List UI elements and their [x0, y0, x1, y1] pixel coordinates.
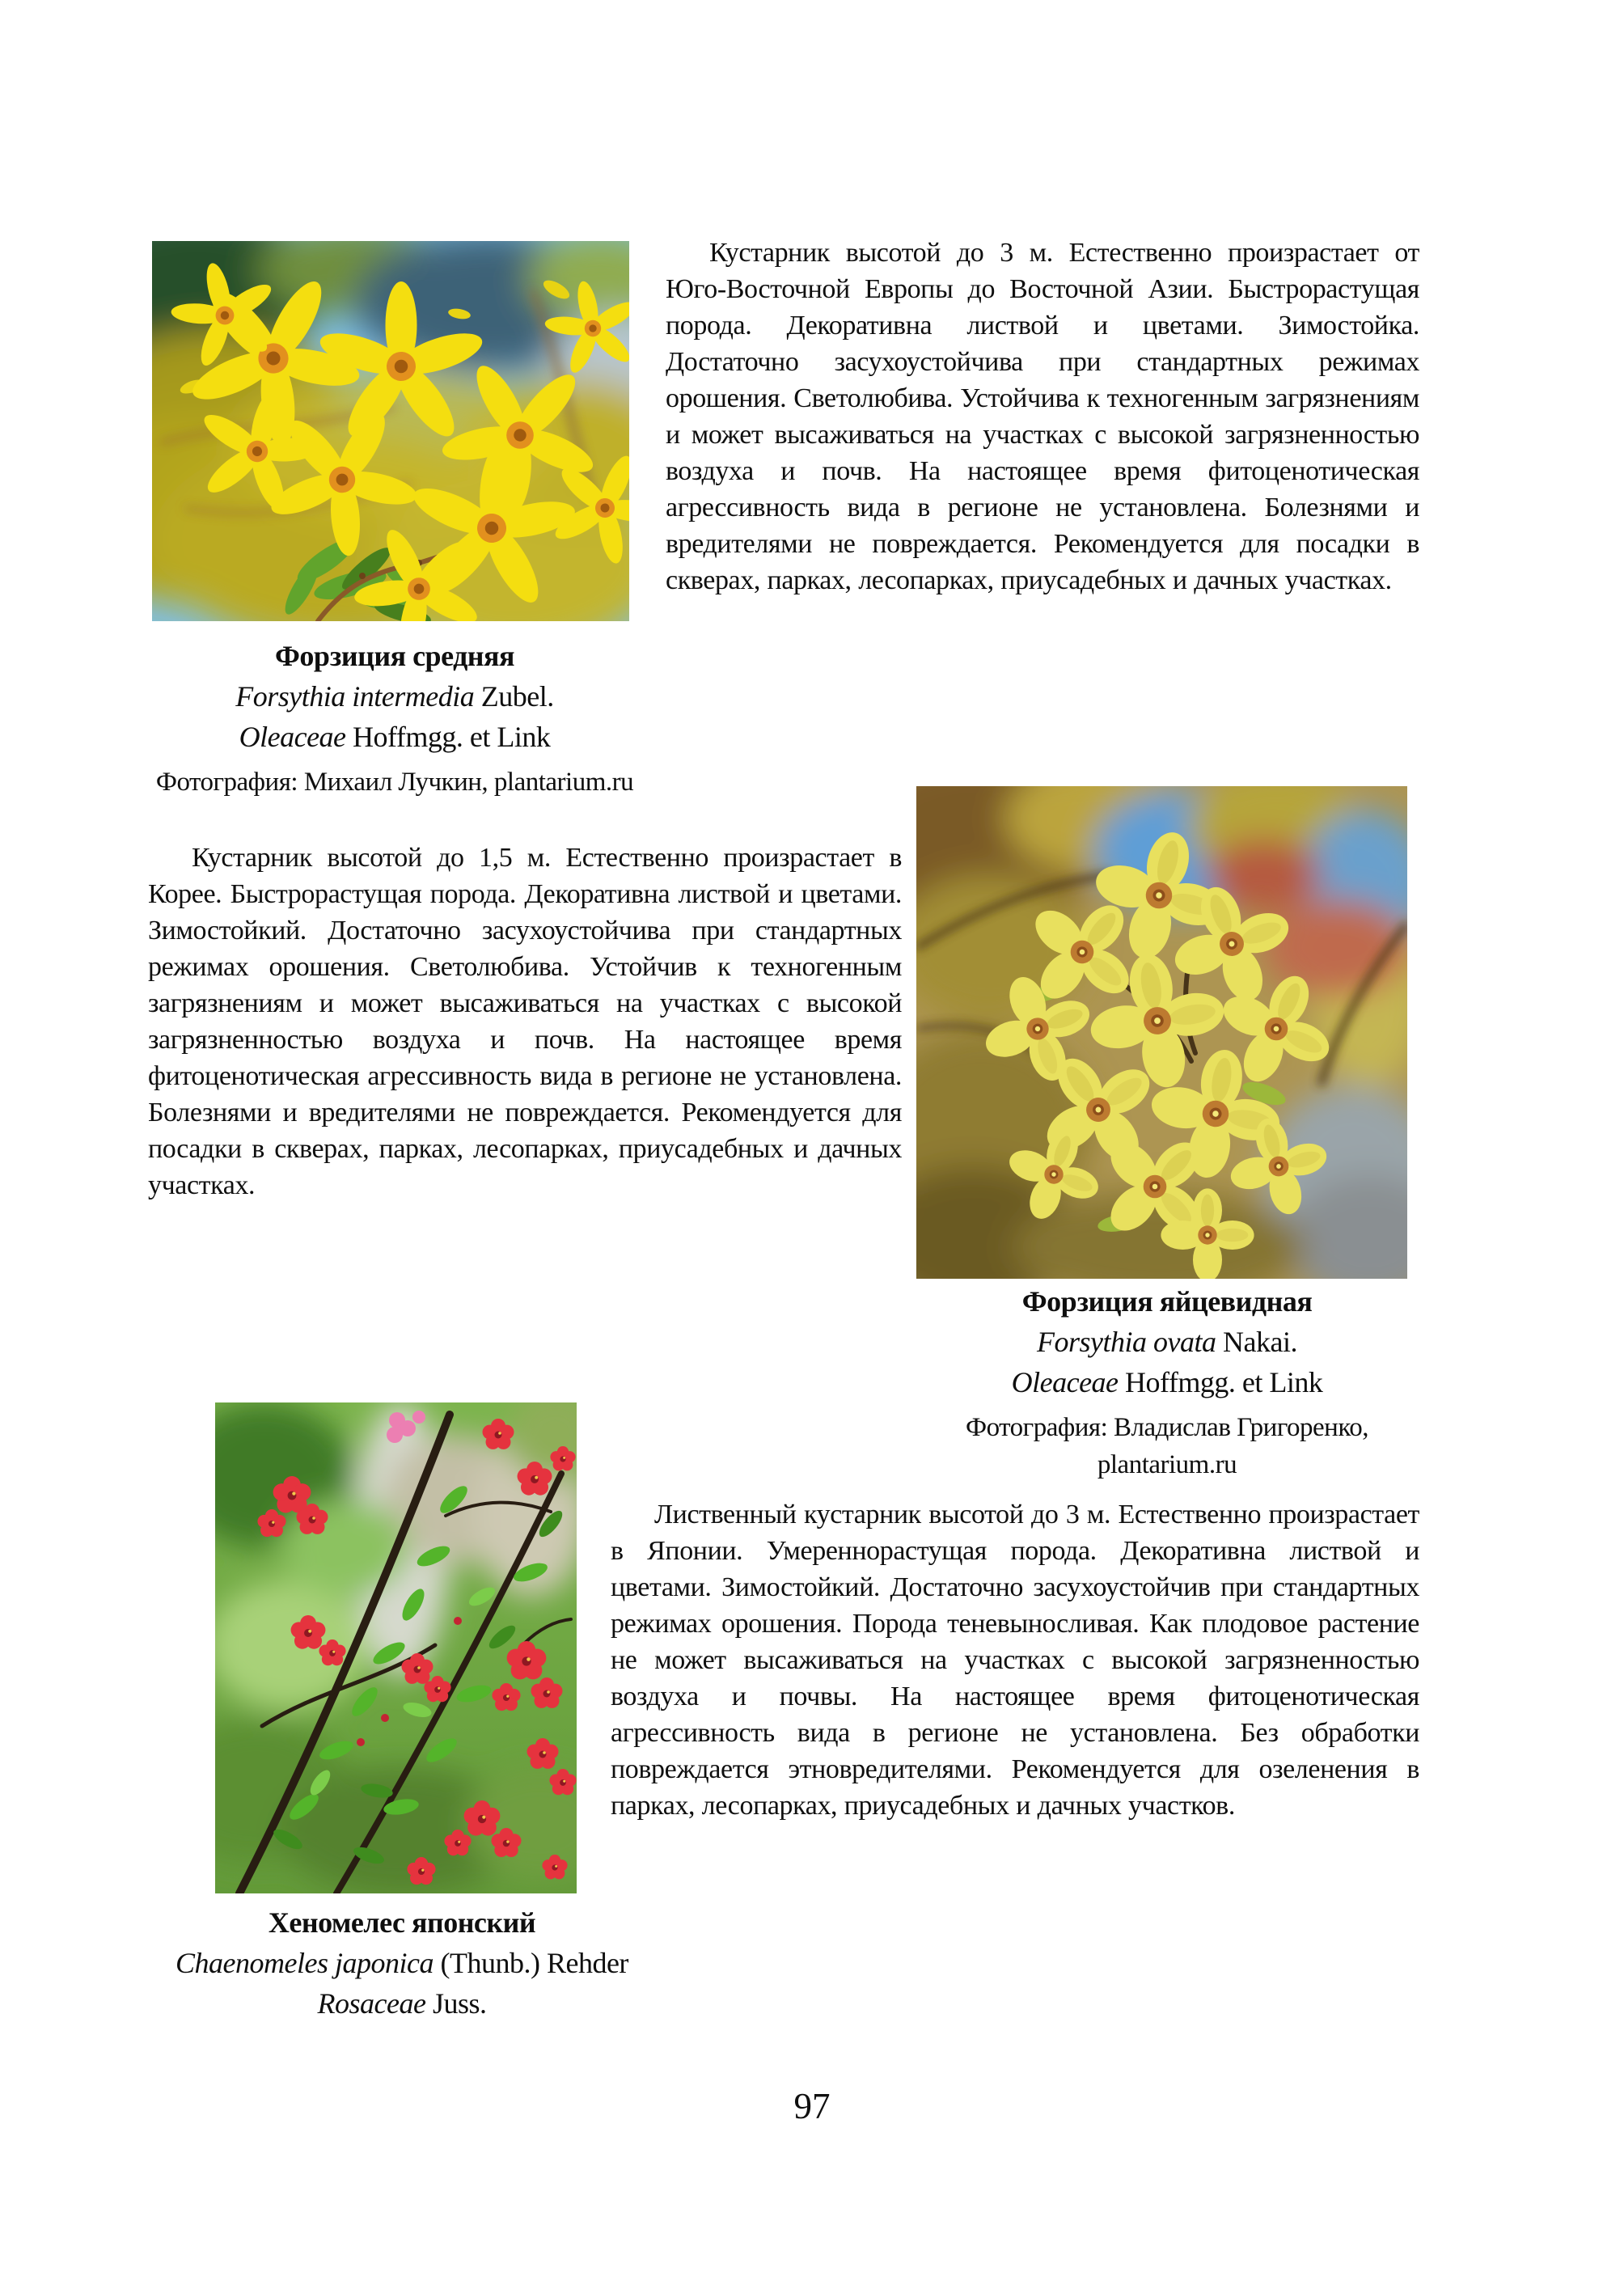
caption-family-line	[135, 1983, 669, 2024]
species-latin: Forsythia intermedia	[235, 680, 475, 713]
caption-photo-credit: Фотография: Михаил Лучкин, plantarium.ru	[155, 768, 634, 797]
species-author: Nakai.	[1223, 1326, 1297, 1358]
family-author: Hoffmgg. et Link	[353, 721, 551, 753]
species-description-forsythia-intermedia: Кустарник высотой до 3 м. Естественно произрастает от Юго-Восточной Европы до Восточной Азии. Быстрорастущая порода. Декоративна листвой и цветами. Зимостойка. Достаточно засухоустойчива при стандартных режимах орошения. Светолюбива. Устойчива к техногенным загрязнениям и может высаживаться на участках с высокой загрязненностью воздуха и почв. На настоящее время фитоценотическая агрессивность вида в регионе не установлена. Болезнями и вредителями не повреждается. Рекомендуется для посадки в скверах, парках, лесопарках, приусадебных и дачных участках.	[666, 238, 1419, 595]
family-latin: Oleaceae	[239, 721, 346, 753]
species-latin: Chaenomeles japonica	[176, 1947, 433, 1979]
species-author: Zubel.	[480, 680, 554, 713]
photo-forsythia-ovata	[916, 786, 1407, 1279]
species-author: (Thunb.) Rehder	[440, 1947, 628, 1979]
caption-title-ru: Хеномелес японский	[268, 1906, 536, 1939]
photo-caption-forsythia-intermedia	[128, 636, 662, 801]
family-latin: Rosaceae	[317, 1987, 426, 2020]
caption-title-ru: Форзиция яйцевидная	[1021, 1285, 1313, 1318]
caption-species-line	[128, 676, 662, 717]
photo-forsythia-intermedia	[152, 241, 629, 621]
caption-species-line	[135, 1943, 669, 1983]
photo-chaenomeles-japonica	[215, 1402, 577, 1893]
caption-family-line	[128, 717, 662, 757]
family-author: Hoffmgg. et Link	[1125, 1366, 1323, 1398]
photo-caption-chaenomeles-japonica	[135, 1902, 669, 2024]
family-latin: Oleaceae	[1011, 1366, 1119, 1398]
page-number: 97	[793, 2086, 831, 2126]
species-description-forsythia-ovata: Кустарник высотой до 1,5 м. Естественно произрастает в Корее. Быстрорастущая порода. Декоративна листвой и цветами. Зимостойкий. Достаточно засухоустойчива при стандартных режимах орошения. Светолюбива. Устойчив к техногенным загрязнениям и может высаживаться на участках с высокой загрязненностью воздуха и почв. На настоящее время фитоценотическая агрессивность вида в регионе не установлена. Болезнями и вредителями не повреждается. Рекомендуется для посадки в скверах, парках, лесопарках, приусадебных и дачных участках.	[148, 843, 902, 1200]
caption-species-line	[908, 1322, 1426, 1362]
credit-line-2: plantarium.ru	[1097, 1450, 1237, 1479]
family-author: Juss.	[432, 1987, 487, 2020]
caption-title-ru: Форзиция средняя	[275, 640, 514, 672]
caption-photo-credit	[908, 1409, 1426, 1483]
photo-caption-forsythia-ovata	[908, 1281, 1426, 1483]
species-latin: Forsythia ovata	[1037, 1326, 1216, 1358]
credit-line-1: Фотография: Владислав Григоренко,	[966, 1413, 1368, 1442]
caption-family-line	[908, 1362, 1426, 1402]
species-description-chaenomeles-japonica: Лиственный кустарник высотой до 3 м. Естественно произрастает в Японии. Умереннорастущая порода. Декоративна листвой и цветами. Зимостойкий. Достаточно засухоустойчив при стандартных режимах орошения. Порода теневыносливая. Как плодовое растение не может высаживаться на участках с высокой загрязненностью воздуха и почвы. На настоящее время фитоценотическая агрессивность вида в регионе не установлена. Без обработки повреждается этновредителями. Рекомендуется для озеленения в парках, лесопарках, приусадебных и дачных участков.	[611, 1500, 1419, 1821]
